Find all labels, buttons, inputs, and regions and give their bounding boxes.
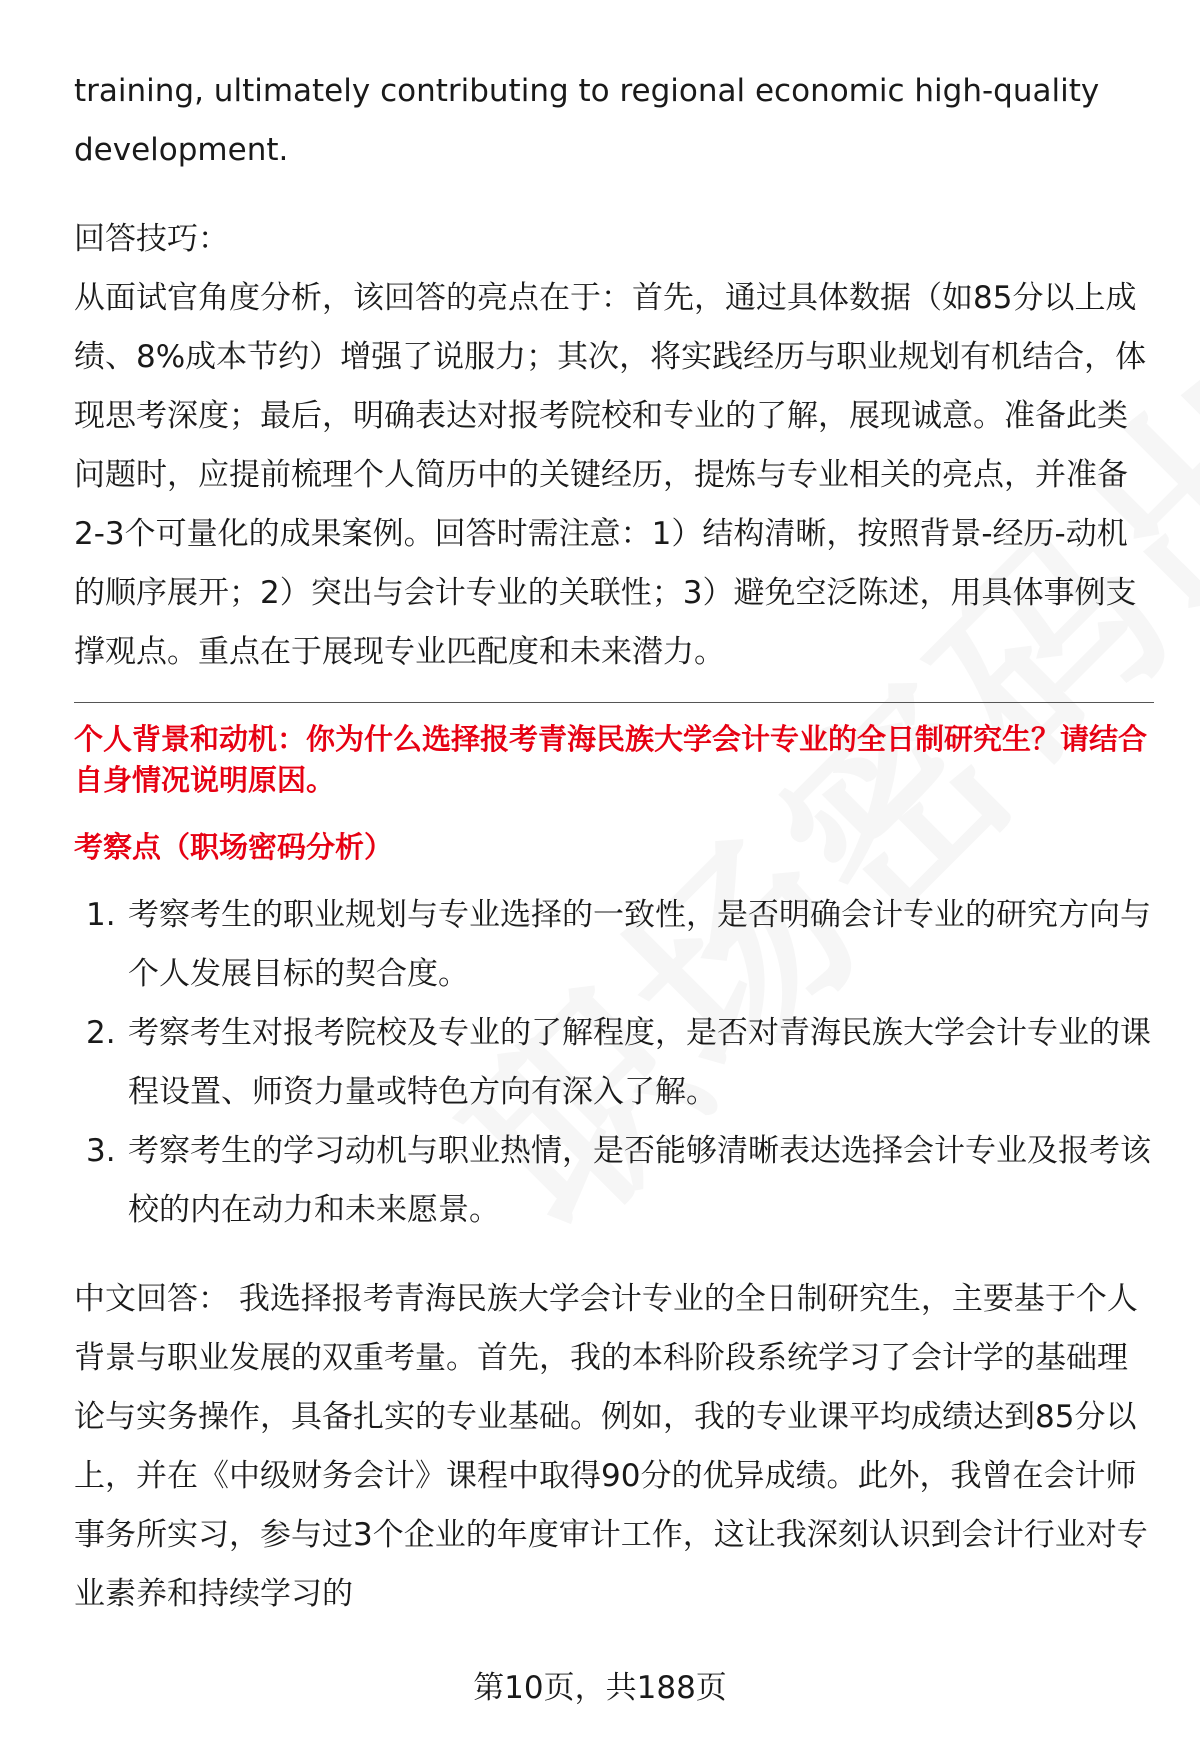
chinese-answer: 中文回答： 我选择报考青海民族大学会计专业的全日制研究生，主要基于个人背景与职业发展的双重考量。首先，我的本科阶段系统学习了会计学的基础理论与实务操作，具备扎实的专业基础。例如，我的专业课平均成绩达到85分以上，并在《中级财务会计》课程中取得90分的优异成绩。此外，我曾在会计师事务所实习，参与过3个企业的年度审计工作，这让我深刻认识到会计行业对专业素养和持续学习的: [74, 1281, 1148, 1612]
list-item: [74, 1004, 1154, 1122]
question-subheading: 考察点（职场密码分析）: [74, 830, 394, 864]
tips-label: 回答技巧：: [74, 221, 229, 257]
list-text: 考察考生的职业规划与专业选择的一致性，是否明确会计专业的研究方向与个人发展目标的契合度。: [128, 897, 1151, 992]
page-number: 第10页，共188页: [473, 1670, 727, 1706]
list-number: 2.: [86, 1015, 116, 1051]
tips-body: 从面试官角度分析，该回答的亮点在于：首先，通过具体数据（如85分以上成绩、8%成本节约）增强了说服力；其次，将实践经历与职业规划有机结合，体现思考深度；最后，明确表达对报考院校和专业的了解，展现诚意。准备此类问题时，应提前梳理个人简历中的关键经历，提炼与专业相关的亮点，并准备2-3个可量化的成果案例。回答时需注意：1）结构清晰，按照背景-经历-动机的顺序展开；2）突出与会计专业的关联性；3）避免空泛陈述，用具体事例支撑观点。重点在于展现专业匹配度和未来潜力。: [74, 280, 1147, 670]
list-text: 考察考生的学习动机与职业热情，是否能够清晰表达选择会计专业及报考该校的内在动力和未来愿景。: [128, 1133, 1151, 1228]
question-title: 个人背景和动机：你为什么选择报考青海民族大学会计专业的全日制研究生？请结合自身情况说明原因。: [74, 722, 1148, 797]
list-number: 3.: [86, 1133, 116, 1169]
list-item: [74, 886, 1154, 1004]
document-page: [74, 62, 1154, 1624]
assessment-points-list: [74, 886, 1154, 1240]
list-number: 1.: [86, 897, 116, 933]
section-divider: [74, 702, 1154, 703]
intro-line-1: training, ultimately contributing to regional economic high-quality: [74, 73, 1100, 109]
intro-line-2: development.: [74, 132, 289, 168]
list-text: 考察考生对报考院校及专业的了解程度，是否对青海民族大学会计专业的课程设置、师资力量或特色方向有深入了解。: [128, 1015, 1151, 1110]
list-item: [74, 1122, 1154, 1240]
